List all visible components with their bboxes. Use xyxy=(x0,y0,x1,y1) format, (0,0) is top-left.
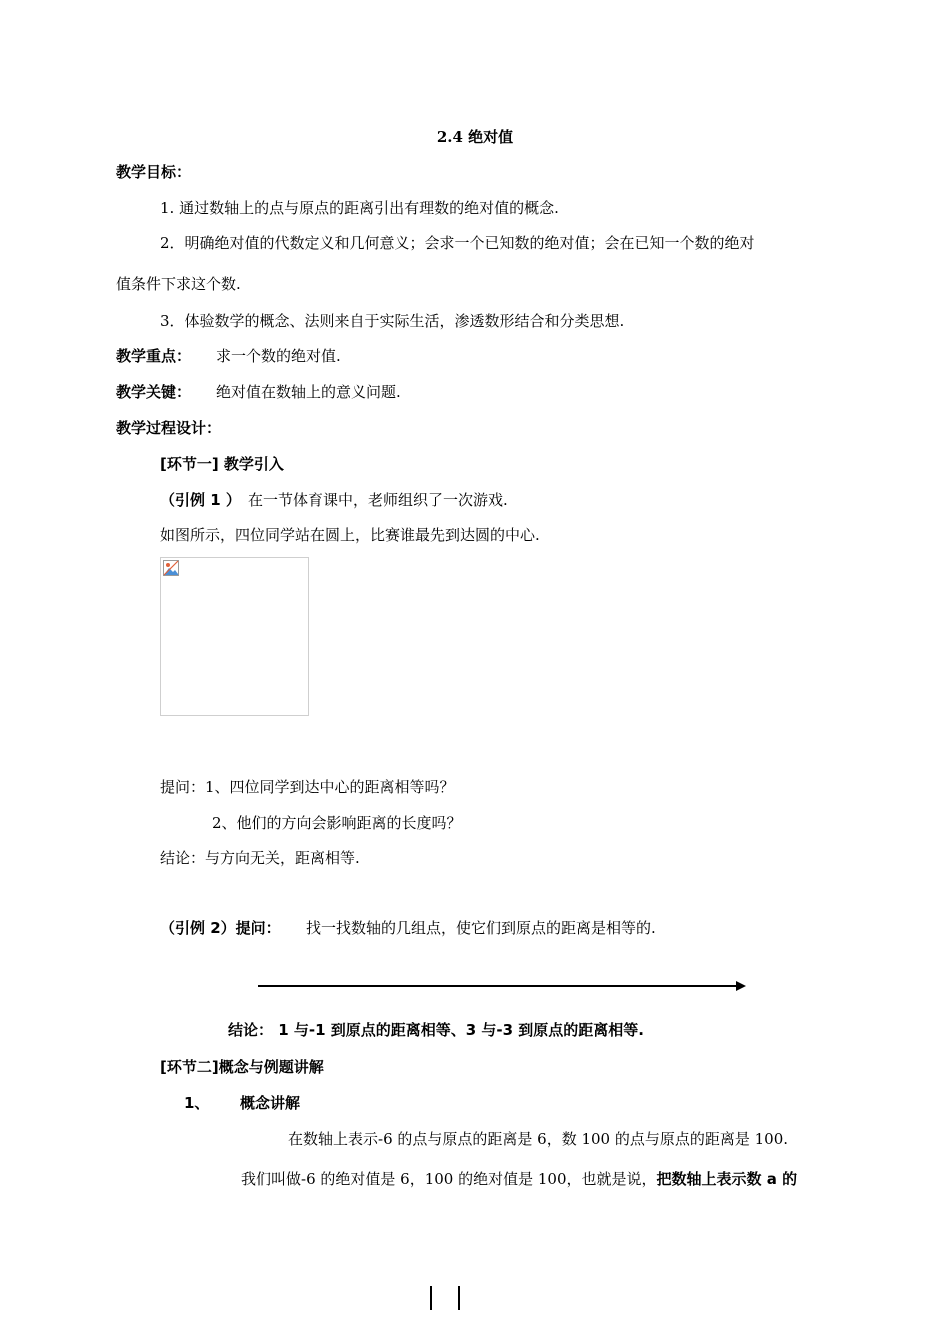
number-line xyxy=(258,985,738,987)
footer-bar-left xyxy=(430,1286,432,1310)
subsection-1-number: 1、 xyxy=(184,1094,210,1112)
objective-item-3: 3．体验数学的概念、法则来自于实际生活，渗透数形结合和分类思想. xyxy=(160,312,625,330)
broken-image-icon xyxy=(163,560,179,576)
question-2: 2、他们的方向会影响距离的长度吗？ xyxy=(212,814,462,832)
process-heading: 教学过程设计： xyxy=(116,419,222,437)
section-1-heading: [环节一] 教学引入 xyxy=(160,455,284,473)
section-2-heading: [环节二]概念与例题讲解 xyxy=(160,1058,324,1076)
footer-bar-right xyxy=(458,1286,460,1310)
page-title: 2.4 绝对值 xyxy=(436,128,514,146)
objective-item-2-line-2: 值条件下求这个数. xyxy=(116,275,241,293)
conclusion-2: 结论： 1 与-1 到原点的距离相等、3 与-3 到原点的距离相等. xyxy=(228,1021,645,1039)
concept-paragraph-line-2-normal: 我们叫做-6 的绝对值是 6，100 的绝对值是 100，也就是说， xyxy=(241,1170,657,1188)
objective-item-2-line-1: 2．明确绝对值的代数定义和几何意义；会求一个已知数的绝对值；会在已知一个数的绝对 xyxy=(160,234,755,252)
concept-paragraph-line-2-bold: 把数轴上表示数 a 的 xyxy=(656,1170,798,1188)
concept-paragraph-line-1: 在数轴上表示-6 的点与原点的距离是 6，数 100 的点与原点的距离是 100. xyxy=(288,1130,789,1148)
example-2-label: （引例 2）提问： xyxy=(160,919,281,937)
concept-paragraph-line-2 xyxy=(241,1169,797,1189)
figure-caption: 如图所示，四位同学站在圆上，比赛谁最先到达圆的中心. xyxy=(160,526,540,544)
question-1: 提问：1、四位同学到达中心的距离相等吗？ xyxy=(160,778,455,796)
objectives-heading: 教学目标： xyxy=(116,163,192,181)
key-difficulty-text: 绝对值在数轴上的意义问题. xyxy=(216,383,401,401)
number-line-arrow-icon xyxy=(736,981,746,991)
key-difficulty-label: 教学关键： xyxy=(116,383,192,401)
conclusion-1: 结论：与方向无关，距离相等. xyxy=(160,849,360,867)
subsection-1-title: 概念讲解 xyxy=(240,1094,301,1112)
example-1-label: （引例 1 ） xyxy=(160,491,241,509)
key-point-label: 教学重点： xyxy=(116,347,192,365)
figure-image-placeholder xyxy=(160,557,309,716)
key-point-text: 求一个数的绝对值. xyxy=(216,347,341,365)
example-2-text: 找一找数轴的几组点，使它们到原点的距离是相等的. xyxy=(306,919,656,937)
objective-item-1: 1. 通过数轴上的点与原点的距离引出有理数的绝对值的概念. xyxy=(160,199,559,217)
example-1-text: 在一节体育课中，老师组织了一次游戏. xyxy=(248,491,508,509)
